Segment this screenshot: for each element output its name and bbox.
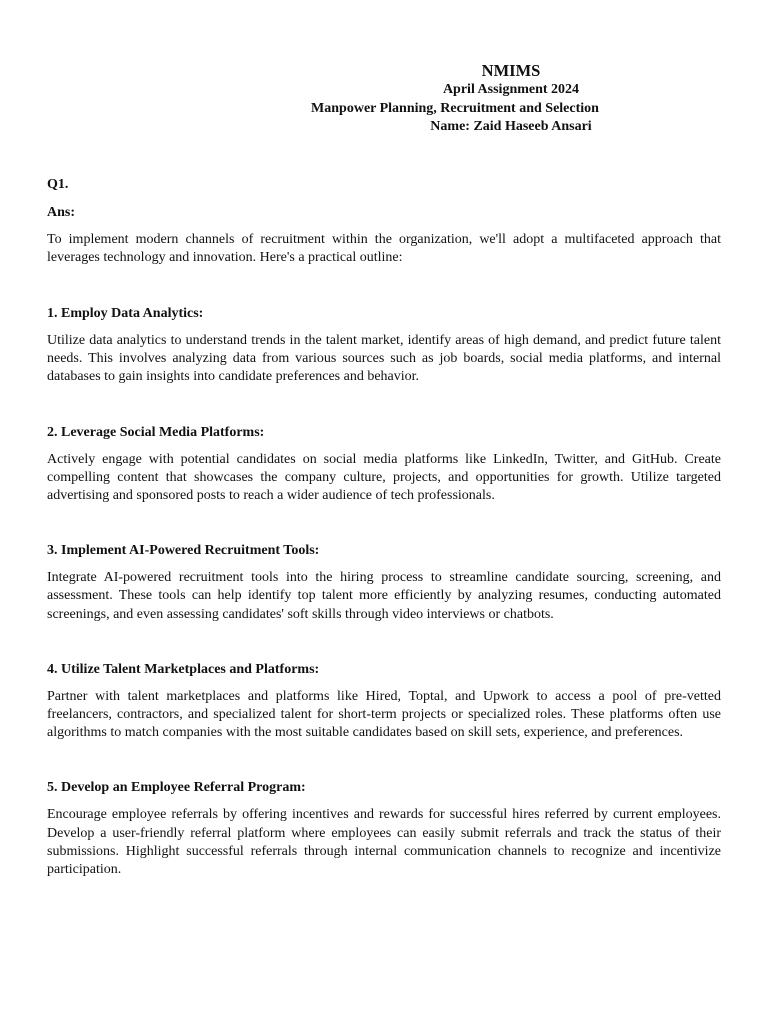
student-name: Name: Zaid Haseeb Ansari — [430, 119, 592, 134]
section-body-1: Utilize data analytics to understand trends in the talent market, identify areas of high demand, and predict future talent needs. This involves analyzing data from various sources such as job boards, social media platforms, and internal databases to gain insights into candidate preferences and behavior. — [47, 332, 721, 385]
section-heading-2: 2. Leverage Social Media Platforms: — [47, 424, 265, 440]
subject-title: Manpower Planning, Recruitment and Selection — [311, 100, 599, 116]
section-heading-4: 4. Utilize Talent Marketplaces and Platforms: — [47, 661, 320, 677]
section-body-5: Encourage employee referrals by offering incentives and rewards for successful hires referred by current employees. Develop a user-friendly referral platform where employees can easily submit referrals and track the status of their submissions. Highlight successful referrals through internal communication channels to recognize and incentivize participation. — [47, 807, 721, 877]
assignment-title: April Assignment 2024 — [442, 82, 580, 97]
org-title: NMIMS — [481, 61, 541, 80]
document-header — [189, 0, 721, 137]
section-body-4: Partner with talent marketplaces and platforms like Hired, Toptal, and Upwork to access a pool of pre-vetted freelancers, contractors, and specialized talent for short-term projects or specialized roles. These platforms often use algorithms to match companies with the most suitable candidates based on skill sets, experience, and preferences. — [47, 688, 721, 741]
section-heading-1: 1. Employ Data Analytics: — [47, 305, 204, 321]
section-body-3: Integrate AI-powered recruitment tools into the hiring process to streamline candidate sourcing, screening, and assessment. These tools can help identify top talent more efficiently by analyzing resumes, conducting automated screenings, and even assessing candidates' soft skills through video interviews or chatbots. — [47, 570, 721, 622]
intro-paragraph: To implement modern channels of recruitment within the organization, we'll adopt a multifaceted approach that leverages technology and innovation. Here's a practical outline: — [47, 231, 721, 265]
answer-label: Ans: — [47, 204, 76, 220]
section-heading-5: 5. Develop an Employee Referral Program: — [47, 780, 306, 796]
section-heading-3: 3. Implement AI-Powered Recruitment Tools: — [47, 543, 320, 559]
section-body-2: Actively engage with potential candidates on social media platforms like LinkedIn, Twitter, and GitHub. Create compelling content that showcases the company culture, projects, and opportunities for growth. Utilize targeted advertising and sponsored posts to reach a wider audience of tech professionals. — [47, 451, 721, 503]
question-label: Q1. — [47, 176, 69, 192]
